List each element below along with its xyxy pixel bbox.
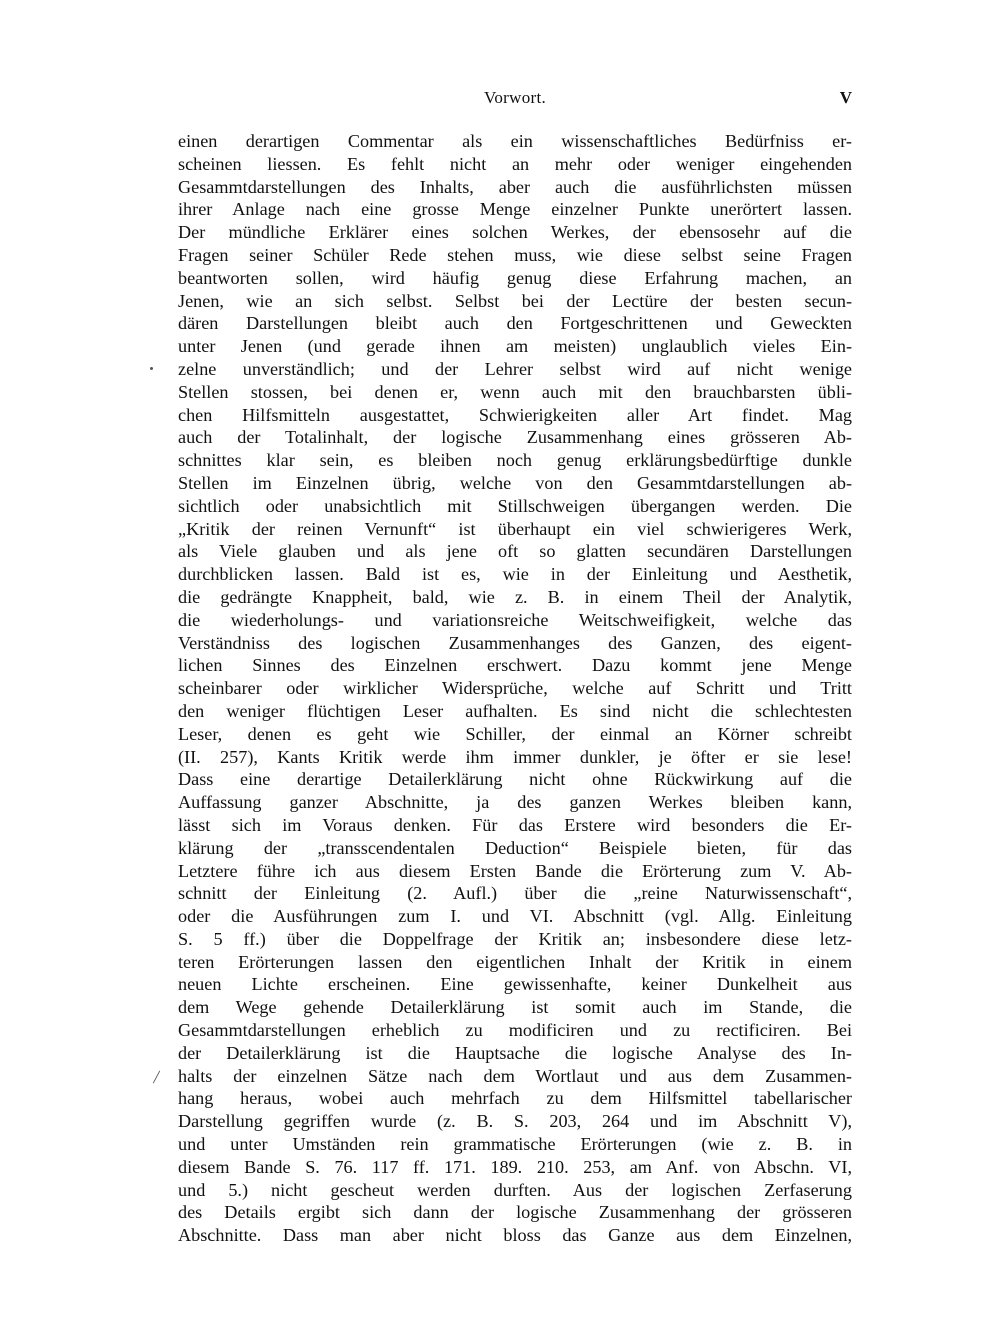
text-line: halts der einzelnen Sätze nach dem Wortlaut und aus dem Zusammen- [178, 1065, 852, 1086]
text-line: hang heraus, wobei auch mehrfach zu dem Hilfsmittel tabellarischer [178, 1088, 852, 1109]
text-line: diesem Bande S. 76. 117 ff. 171. 189. 210. 253, am Anf. von Abschn. VI, [178, 1156, 852, 1177]
text-line: unter Jenen (und gerade ihnen am meisten) unglaublich vieles Ein- [178, 336, 852, 357]
text-line: klärung der „transscendentalen Deduction“ Beispiele bieten, für das [178, 837, 852, 858]
text-line: scheinbarer oder wirklicher Widersprüche, welche auf Schritt und Tritt [178, 678, 852, 699]
text-line: Stellen im Einzelnen übrig, welche von den Gesammtdarstellungen ab- [178, 472, 852, 493]
text-line: des Details ergibt sich dann der logische Zusammenhang der grösseren [178, 1202, 852, 1223]
text-line: schnittes klar sein, es bleiben noch genug erklärungsbedürftige dunkle [178, 450, 852, 471]
text-line: die wiederholungs- und variationsreiche Weitschweifigkeit, welche das [178, 609, 852, 630]
text-line: durchblicken lassen. Bald ist es, wie in der Einleitung und Aesthetik, [178, 564, 852, 585]
text-line: oder die Ausführungen zum I. und VI. Abschnitt (vgl. Allg. Einleitung [178, 906, 852, 927]
text-line: Auffassung ganzer Abschnitte, ja des ganzen Werkes bleiben kann, [178, 792, 852, 813]
text-line: und unter Umständen rein grammatische Erörterungen (wie z. B. in [178, 1134, 852, 1155]
text-line: Fragen seiner Schüler Rede stehen muss, wie diese selbst seine Fragen [178, 244, 852, 265]
text-line: (II. 257), Kants Kritik werde ihm immer dunkler, je öfter er sie lese! [178, 746, 852, 767]
margin-mark [150, 367, 153, 370]
text-line: lässt sich im Voraus denken. Für das Erstere wird besonders die Er- [178, 814, 852, 835]
text-line: Dass eine derartige Detailerklärung nicht ohne Rückwirkung auf die [178, 769, 852, 790]
text-line: S. 5 ff.) über die Doppelfrage der Kritik an; insbesondere diese letz- [178, 928, 852, 949]
text-line: als Viele glauben und als jene oft so glatten secundären Darstellungen [178, 541, 852, 562]
text-line: scheinen liessen. Es fehlt nicht an mehr oder weniger eingehenden [178, 153, 852, 174]
text-line: die gedrängte Knappheit, bald, wie z. B. in einem Theil der Analytik, [178, 586, 852, 607]
text-line: Letztere führe ich aus diesem Ersten Bande die Erörterung zum V. Ab- [178, 860, 852, 881]
text-line: neuen Lichte erscheinen. Eine gewissenhafte, keiner Dunkelheit aus [178, 974, 852, 995]
text-line: den weniger flüchtigen Leser aufhalten. Es sind nicht die schlechtesten [178, 700, 852, 721]
text-line: chen Hilfsmitteln ausgestattet, Schwierigkeiten aller Art findet. Mag [178, 404, 852, 425]
text-line: und 5.) nicht gescheut werden durften. Aus der logischen Zerfaserung [178, 1179, 852, 1200]
text-line: ihrer Anlage nach eine grosse Menge einzelner Punkte unerörtert lassen. [178, 199, 852, 220]
running-title: Vorwort. [483, 88, 547, 107]
text-line: Stellen stossen, bei denen er, wenn auch mit den brauchbarsten übli- [178, 381, 852, 402]
text-line: auch der Totalinhalt, der logische Zusammenhang eines grösseren Ab- [178, 427, 852, 448]
text-line: beantworten sollen, wird häufig genug diese Erfahrung machen, an [178, 267, 852, 288]
text-line: Der mündliche Erklärer eines solchen Werkes, der ebensosehr auf die [178, 222, 852, 243]
text-line: schnitt der Einleitung (2. Aufl.) über die „reine Naturwissenschaft“, [178, 883, 852, 904]
text-line: Jenen, wie an sich selbst. Selbst bei der Lectüre der besten secun- [178, 290, 852, 311]
text-line: teren Erörterungen lassen den eigentlichen Inhalt der Kritik in einem [178, 951, 852, 972]
margin-mark [153, 1071, 160, 1084]
text-line: Verständniss des logischen Zusammenhanges des Ganzen, des eigent- [178, 632, 852, 653]
body-text [178, 130, 852, 1247]
text-line: Darstellung gegriffen wurde (z. B. S. 203, 264 und im Abschnitt V), [178, 1111, 852, 1132]
text-line: der Detailerklärung ist die Hauptsache die logische Analyse des In- [178, 1042, 852, 1063]
text-line: „Kritik der reinen Vernunft“ ist überhaupt ein viel schwierigeres Werk, [178, 518, 852, 539]
text-line: Leser, denen es geht wie Schiller, der einmal an Körner schreibt [178, 723, 852, 744]
text-line: dären Darstellungen bleibt auch den Fortgeschrittenen und Geweckten [178, 313, 852, 334]
page-number: V [839, 88, 852, 107]
running-head [178, 88, 852, 112]
text-line: lichen Sinnes des Einzelnen erschwert. Dazu kommt jene Menge [178, 655, 852, 676]
text-line: Abschnitte. Dass man aber nicht bloss das Ganze aus dem Einzelnen, [178, 1225, 852, 1246]
text-line: dem Wege gehende Detailerklärung ist somit auch im Stande, die [178, 997, 852, 1018]
text-line: zelne unverständlich; und der Lehrer selbst wird auf nicht wenige [178, 358, 852, 379]
text-line: Gesammtdarstellungen des Inhalts, aber auch die ausführlichsten müssen [178, 176, 852, 197]
text-line: sichtlich oder unabsichtlich mit Stillschweigen übergangen werden. Die [178, 495, 852, 516]
text-line: einen derartigen Commentar als ein wissenschaftliches Bedürfniss er- [178, 131, 852, 151]
text-line: Gesammtdarstellungen erheblich zu modificiren und zu rectificiren. Bei [178, 1020, 852, 1041]
